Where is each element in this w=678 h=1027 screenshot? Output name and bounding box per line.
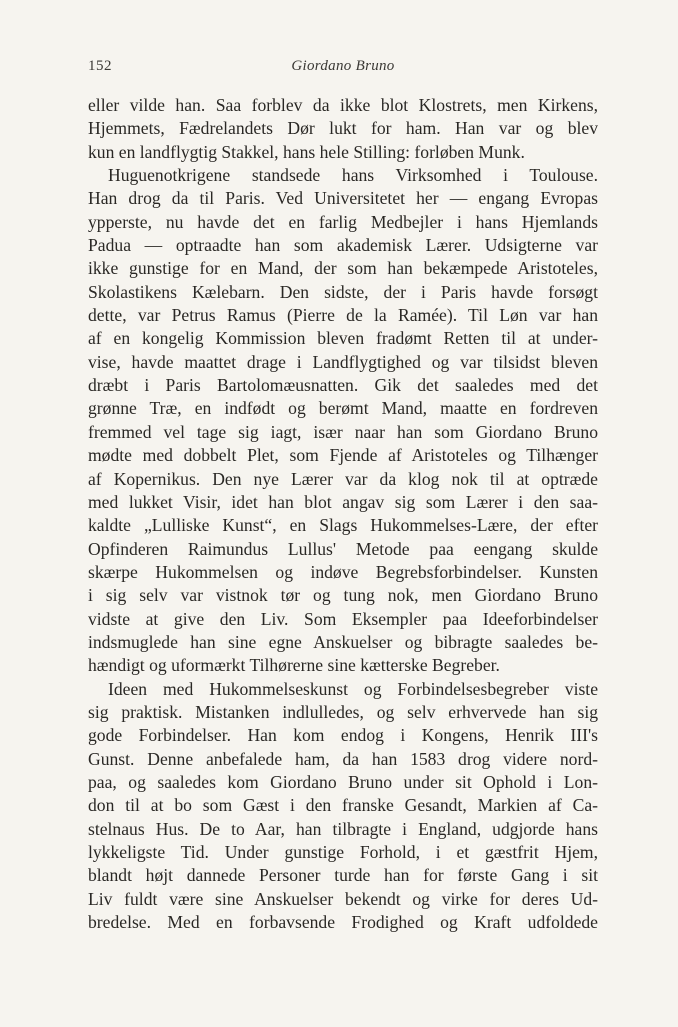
- text-line: mødte med dobbelt Plet, som Fjende af Aristoteles og Tilhænger: [88, 445, 598, 466]
- text-line: dræbt i Paris Bartolomæusnatten. Gik det saaledes med det: [88, 375, 598, 396]
- page-header: [88, 58, 598, 80]
- text-line: i sig selv var vistnok tør og tung nok, men Giordano Bruno: [88, 585, 598, 606]
- text-line: Gunst. Denne anbefalede ham, da han 1583 drog videre nord-: [88, 748, 598, 769]
- running-head: Giordano Bruno: [291, 58, 395, 74]
- text-line: vidste at give den Liv. Som Eksempler paa Ideeforbindelser: [88, 608, 598, 629]
- text-line: Liv fuldt være sine Anskuelser bekendt og virke for deres Ud-: [88, 888, 598, 909]
- text-line: grønne Træ, en indfødt og berømt Mand, maatte en fordreven: [88, 398, 598, 419]
- text-line: lykkeligste Tid. Under gunstige Forhold, i et gæstfrit Hjem,: [88, 842, 598, 862]
- text-line: Han drog da til Paris. Ved Universitetet her — engang Evropas: [88, 188, 598, 209]
- text-line: dette, var Petrus Ramus (Pierre de la Ramée). Til Løn var han: [88, 305, 598, 326]
- text-line: stelnaus Hus. De to Aar, han tilbragte i England, udgjorde hans: [88, 818, 598, 839]
- text-line: Hjemmets, Fædrelandets Dør lukt for ham. Han var og blev: [88, 118, 598, 139]
- text-line: vise, havde maattet drage i Landflygtighed og var tilsidst bleven: [88, 351, 598, 372]
- page-number: 152: [88, 58, 112, 74]
- text-line: bredelse. Med en forbavsende Frodighed og Kraft udfoldede: [88, 912, 598, 933]
- text-line: gode Forbindelser. Han kom endog i Kongens, Henrik III's: [88, 725, 598, 746]
- text-line: hændigt og uformærkt Tilhørerne sine kætterske Begreber.: [88, 655, 500, 676]
- text-line: fremmed vel tage sig iagt, især naar han som Giordano Bruno: [88, 421, 598, 442]
- text-line: Ideen med Hukommelseskunst og Forbindelsesbegreber viste: [108, 678, 598, 699]
- text-line: eller vilde han. Saa forblev da ikke blot Klostrets, men Kirkens,: [88, 95, 598, 115]
- text-line: af Kopernikus. Den nye Lærer var da klog nok til at optræde: [88, 468, 598, 489]
- text-line: Opfinderen Raimundus Lullus' Metode paa eengang skulde: [88, 538, 598, 559]
- text-line: kaldte „Lulliske Kunst“, en Slags Hukommelses-Lære, der efter: [88, 515, 598, 536]
- text-line: Skolastikens Kælebarn. Den sidste, der i Paris havde forsøgt: [88, 281, 598, 302]
- text-line: blandt højt dannede Personer turde han for første Gang i sit: [88, 865, 598, 886]
- text-line: kun en landflygtig Stakkel, hans hele Stilling: forløben Munk.: [88, 141, 525, 162]
- text-line: sig praktisk. Mistanken indlulledes, og selv erhvervede han sig: [88, 701, 598, 722]
- text-line: skærpe Hukommelsen og indøve Begrebsforbindelser. Kunsten: [88, 561, 598, 582]
- text-line: ikke gunstige for en Mand, der som han bekæmpede Aristoteles,: [88, 258, 598, 279]
- body-text: [88, 94, 598, 934]
- text-line: don til at bo som Gæst i den franske Gesandt, Markien af Ca-: [88, 795, 598, 816]
- text-line: Huguenotkrigene standsede hans Virksomhed i Toulouse.: [108, 165, 598, 186]
- text-line: med lukket Visir, idet han blot angav sig som Lærer i den saa-: [88, 491, 598, 512]
- text-line: af en kongelig Kommission bleven fradømt Retten til at under-: [88, 328, 598, 349]
- text-line: ypperste, nu havde det en farlig Medbejler i hans Hjemlands: [88, 211, 598, 232]
- text-line: paa, og saaledes kom Giordano Bruno under sit Ophold i Lon-: [88, 771, 598, 792]
- text-line: indsmuglede han sine egne Anskuelser og bibragte saaledes be-: [88, 631, 598, 652]
- text-line: Padua — optraadte han som akademisk Lærer. Udsigterne var: [88, 235, 598, 256]
